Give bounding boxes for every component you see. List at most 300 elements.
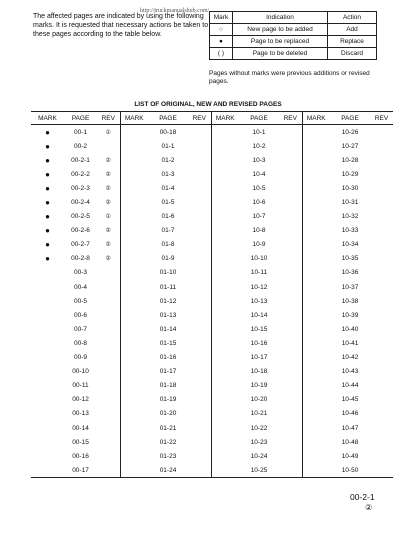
legend-row (210, 36, 377, 48)
page-page-cell: 10-21 (250, 410, 268, 418)
page-page-cell: 10-36 (341, 269, 359, 277)
footer-page-number: 00-2-1 (350, 492, 375, 502)
page-page-cell: 10-15 (250, 325, 268, 333)
page-rev-cell (279, 379, 302, 393)
page-mark-cell (120, 167, 148, 181)
page-rev-cell (279, 167, 302, 181)
page-rev-cell (97, 266, 120, 280)
page-page-cell: 01-21 (159, 424, 177, 432)
page-mark-cell (31, 294, 64, 308)
page-mark-cell (302, 181, 330, 195)
page-mark-cell (120, 421, 148, 435)
table-row (31, 153, 393, 167)
page-mark-cell (120, 435, 148, 449)
page-page-cell: 10-14 (250, 311, 268, 319)
watermark-url: http://truckmanualshub.com/ (140, 8, 210, 14)
page-mark-cell (302, 322, 330, 336)
page-page-cell: 00-13 (72, 410, 89, 418)
page-mark-cell (120, 308, 148, 322)
page-page-cell: 00-2-1 (71, 156, 90, 164)
page-mark-cell (120, 294, 148, 308)
page-rev-cell (279, 224, 302, 238)
page-rev-cell (279, 308, 302, 322)
page-rev-cell (97, 435, 120, 449)
page-rev-cell (370, 238, 393, 252)
page-page-cell: 01-5 (161, 199, 175, 207)
table-row (31, 181, 393, 195)
page-mark-cell (302, 435, 330, 449)
page-rev-cell (97, 449, 120, 463)
page-rev-cell (370, 224, 393, 238)
table-row (31, 379, 393, 393)
page-page-cell: 10-6 (252, 199, 266, 207)
page-mark-cell (120, 139, 148, 153)
page-page-cell: 10-28 (341, 156, 359, 164)
page-rev-cell (370, 181, 393, 195)
page-rev-cell (279, 449, 302, 463)
page-rev-cell (279, 181, 302, 195)
page-page-cell: 10-33 (341, 227, 359, 235)
page-rev-cell (188, 139, 211, 153)
page-mark-cell (211, 322, 239, 336)
pages-header-cell: MARK (302, 112, 330, 125)
page-mark-cell (302, 449, 330, 463)
page-page-cell: 10-23 (250, 438, 268, 446)
page-mark-cell (211, 139, 239, 153)
page-mark-cell (120, 125, 148, 140)
table-row (31, 125, 393, 140)
page-rev-cell (370, 407, 393, 421)
page-mark-cell (211, 336, 239, 350)
page-page-cell: 01-17 (159, 368, 177, 376)
page-mark-cell (211, 393, 239, 407)
page-page-cell: 00-2 (73, 142, 87, 150)
page-page-cell: 10-17 (250, 354, 268, 362)
page-mark-cell: ● (45, 169, 50, 179)
page-rev-cell: ② (97, 238, 120, 252)
page-page-cell: 00-3 (73, 269, 87, 277)
legend-action: Discard (328, 48, 377, 60)
page-mark-cell (31, 449, 64, 463)
page-rev-cell (97, 407, 120, 421)
page-page-cell: 00-2-4 (71, 199, 90, 207)
page-rev-cell: ② (97, 167, 120, 181)
page-page-cell: 01-2 (161, 156, 175, 164)
legend-header-action: Action (328, 12, 377, 24)
page-page-cell: 10-35 (341, 255, 359, 263)
page-page-cell: 00-2-6 (71, 227, 90, 235)
page-rev-cell (97, 421, 120, 435)
page-page-cell: 10-30 (341, 184, 359, 192)
page-page-cell: 10-24 (250, 452, 268, 460)
footer-revision: ② (365, 503, 373, 512)
pages-header-cell: PAGE (239, 112, 279, 125)
page-page-cell: 10-22 (250, 424, 268, 432)
page-page-cell: 00-2-3 (71, 184, 90, 192)
legend-indication: Page to be deleted (233, 48, 328, 60)
pages-header-cell: MARK (31, 112, 64, 125)
page-mark-cell (120, 393, 148, 407)
page-page-cell: 10-20 (250, 396, 268, 404)
page-mark-cell (31, 421, 64, 435)
page-rev-cell (188, 210, 211, 224)
page-rev-cell (188, 449, 211, 463)
page-page-cell: 00-14 (72, 424, 89, 432)
page-mark-cell (302, 238, 330, 252)
page-rev-cell (97, 322, 120, 336)
page-page-cell: 10-34 (341, 241, 359, 249)
page-mark-cell (120, 463, 148, 478)
page-page-cell: 10-29 (341, 170, 359, 178)
page-mark-cell (120, 351, 148, 365)
pages-header-cell: REV (279, 112, 302, 125)
page-mark-cell (31, 336, 64, 350)
page-rev-cell (188, 322, 211, 336)
page-mark-cell (211, 365, 239, 379)
page-page-cell: 10-44 (341, 382, 359, 390)
page-page-cell: 00-7 (73, 325, 87, 333)
page-page-cell: 00-2-2 (71, 170, 90, 178)
page-page-cell: 10-27 (341, 142, 359, 150)
page-rev-cell (97, 351, 120, 365)
page-page-cell: 10-10 (250, 255, 268, 263)
page-rev-cell (370, 125, 393, 140)
page-page-cell: 10-4 (252, 170, 266, 178)
page-rev-cell (188, 195, 211, 209)
page-mark-cell: ● (45, 226, 50, 236)
legend-action: Replace (328, 36, 377, 48)
page-mark-cell (31, 379, 64, 393)
page-mark-cell (120, 252, 148, 266)
page-mark-cell (211, 379, 239, 393)
table-row (31, 393, 393, 407)
page-page-cell: 00-6 (73, 311, 87, 319)
page-mark-cell (302, 125, 330, 140)
page-page-cell: 10-12 (250, 283, 268, 291)
page-page-cell: 00-2-5 (71, 213, 90, 221)
page-rev-cell (370, 308, 393, 322)
page-mark-cell (211, 421, 239, 435)
page-rev-cell (370, 421, 393, 435)
page-rev-cell (188, 365, 211, 379)
page-mark-cell (302, 407, 330, 421)
page-page-cell: 10-16 (250, 339, 268, 347)
page-rev-cell (188, 463, 211, 478)
page-mark-cell (211, 280, 239, 294)
page-mark-cell (302, 139, 330, 153)
page-rev-cell: ② (97, 153, 120, 167)
page-page-cell: 10-18 (250, 368, 268, 376)
page-page-cell: 00-16 (72, 452, 89, 460)
page-mark-cell (211, 195, 239, 209)
page-page-cell: 00-11 (72, 382, 89, 390)
table-row (31, 407, 393, 421)
page-mark-cell (211, 167, 239, 181)
page-rev-cell (370, 365, 393, 379)
page-mark-cell (211, 210, 239, 224)
page-mark-cell (31, 435, 64, 449)
page-mark-cell (302, 351, 330, 365)
page-page-cell: 10-3 (252, 156, 266, 164)
table-row (31, 139, 393, 153)
page-mark-cell (211, 252, 239, 266)
page-mark-cell (302, 224, 330, 238)
page-page-cell: 10-8 (252, 227, 266, 235)
page-rev-cell (370, 393, 393, 407)
page-rev-cell (370, 435, 393, 449)
page-rev-cell (97, 280, 120, 294)
page-page-cell: 10-9 (252, 241, 266, 249)
page-page-cell: 10-40 (341, 325, 359, 333)
page-rev-cell: ② (97, 181, 120, 195)
page-page-cell: 01-13 (159, 311, 177, 319)
page-mark-cell (302, 336, 330, 350)
page-rev-cell (370, 153, 393, 167)
page-rev-cell (188, 252, 211, 266)
page-mark-cell (302, 365, 330, 379)
page-mark-cell (302, 421, 330, 435)
page-rev-cell (188, 351, 211, 365)
page-rev-cell (279, 280, 302, 294)
page-rev-cell (279, 435, 302, 449)
table-row (31, 294, 393, 308)
page-page-cell: 10-42 (341, 354, 359, 362)
legend-indication: Page to be replaced (233, 36, 328, 48)
page-rev-cell (370, 139, 393, 153)
page-rev-cell (188, 308, 211, 322)
page-rev-cell (279, 266, 302, 280)
page-rev-cell (97, 308, 120, 322)
page-mark-cell (211, 153, 239, 167)
table-row (31, 435, 393, 449)
page-rev-cell (279, 195, 302, 209)
page-mark-cell (120, 336, 148, 350)
page-page-cell: 10-43 (341, 368, 359, 376)
page-rev-cell (370, 379, 393, 393)
page-mark-cell (302, 252, 330, 266)
legend-indication: New page to be added (233, 24, 328, 36)
page-page-cell: 00-9 (73, 354, 87, 362)
page-page-cell: 10-39 (341, 311, 359, 319)
pages-table (31, 111, 393, 478)
legend-mark: ● (210, 36, 233, 48)
page-page-cell: 01-14 (159, 325, 177, 333)
page-page-cell: 01-18 (159, 382, 177, 390)
pages-header-cell: MARK (120, 112, 148, 125)
legend-table (209, 11, 377, 60)
page-mark-cell (31, 351, 64, 365)
page-page-cell: 01-10 (159, 269, 177, 277)
page-rev-cell (370, 463, 393, 478)
page-page-cell: 01-8 (161, 241, 175, 249)
page-rev-cell (279, 365, 302, 379)
page-mark-cell: ● (45, 240, 50, 250)
page-rev-cell (279, 322, 302, 336)
page-mark-cell (302, 379, 330, 393)
table-row (31, 210, 393, 224)
page-rev-cell (279, 210, 302, 224)
page-rev-cell (370, 210, 393, 224)
page-mark-cell (120, 224, 148, 238)
page-rev-cell (97, 463, 120, 478)
page-mark-cell (31, 280, 64, 294)
page-mark-cell (120, 210, 148, 224)
legend-row (210, 48, 377, 60)
table-row (31, 252, 393, 266)
page-mark-cell: ● (45, 198, 50, 208)
page-mark-cell: ● (45, 183, 50, 193)
page-page-cell: 00-10 (72, 368, 89, 376)
page-page-cell: 10-19 (250, 382, 268, 390)
page-rev-cell: ① (97, 125, 120, 140)
page-mark-cell: ● (45, 254, 50, 264)
page-mark-cell (120, 195, 148, 209)
page-page-cell: 01-19 (159, 396, 177, 404)
page-page-cell: 10-48 (341, 438, 359, 446)
page-page-cell: 10-45 (341, 396, 359, 404)
page-page-cell: 01-7 (161, 227, 175, 235)
page-rev-cell (188, 224, 211, 238)
page-mark-cell (211, 294, 239, 308)
page-rev-cell (370, 336, 393, 350)
page-page-cell: 10-31 (341, 199, 359, 207)
page-rev-cell (97, 139, 120, 153)
page-mark-cell (120, 322, 148, 336)
page-rev-cell (279, 153, 302, 167)
page-rev-cell (97, 294, 120, 308)
page-mark-cell (31, 407, 64, 421)
table-row (31, 421, 393, 435)
page-page-cell: 10-49 (341, 452, 359, 460)
page-rev-cell (279, 252, 302, 266)
table-row (31, 365, 393, 379)
page-mark-cell (31, 365, 64, 379)
table-row (31, 463, 393, 478)
page-mark-cell (120, 238, 148, 252)
page-rev-cell (188, 435, 211, 449)
page-mark-cell (211, 463, 239, 478)
table-row (31, 322, 393, 336)
table-row (31, 167, 393, 181)
page-rev-cell (370, 449, 393, 463)
page-mark-cell (302, 195, 330, 209)
page-page-cell: 01-4 (161, 184, 175, 192)
page-page-cell: 01-6 (161, 213, 175, 221)
page-mark-cell (302, 393, 330, 407)
table-row (31, 351, 393, 365)
page-mark-cell: ● (45, 212, 50, 222)
page-rev-cell (279, 421, 302, 435)
page-rev-cell (188, 294, 211, 308)
page-mark-cell (31, 393, 64, 407)
legend-mark: ○ (210, 24, 233, 36)
page-rev-cell (188, 421, 211, 435)
page-mark-cell: ● (45, 141, 50, 151)
page-page-cell: 00-18 (159, 128, 177, 136)
page-mark-cell (31, 266, 64, 280)
list-title: LIST OF ORIGINAL, NEW AND REVISED PAGES (134, 101, 282, 108)
pages-header-cell: PAGE (64, 112, 97, 125)
page-rev-cell (370, 195, 393, 209)
page-rev-cell (188, 393, 211, 407)
page-mark-cell (211, 407, 239, 421)
page-mark-cell (211, 224, 239, 238)
table-row (31, 336, 393, 350)
page-rev-cell (97, 393, 120, 407)
page-mark-cell (302, 210, 330, 224)
table-row (31, 280, 393, 294)
page-mark-cell (120, 449, 148, 463)
page-page-cell: 10-32 (341, 213, 359, 221)
page-rev-cell (370, 252, 393, 266)
table-row (31, 195, 393, 209)
page-page-cell: 01-20 (159, 410, 177, 418)
page-rev-cell (188, 266, 211, 280)
pages-header-cell: REV (370, 112, 393, 125)
page-page-cell: 10-46 (341, 410, 359, 418)
page-page-cell: 10-25 (239, 463, 279, 478)
pages-header-cell: PAGE (330, 112, 370, 125)
page-rev-cell (188, 181, 211, 195)
page-mark-cell (211, 449, 239, 463)
page-mark-cell (31, 322, 64, 336)
page-mark-cell (302, 294, 330, 308)
page-page-cell: 01-9 (161, 255, 175, 263)
page-rev-cell (279, 125, 302, 140)
page-page-cell: 10-2 (252, 142, 266, 150)
page-page-cell: 01-16 (159, 354, 177, 362)
page-page-cell: 00-15 (72, 438, 89, 446)
page-rev-cell (188, 407, 211, 421)
page-page-cell: 10-38 (341, 297, 359, 305)
page-rev-cell (279, 463, 302, 478)
page-page-cell: 00-8 (73, 339, 87, 347)
page-page-cell: 01-23 (159, 452, 177, 460)
page-page-cell: 00-1 (73, 128, 87, 136)
page-page-cell: 10-41 (341, 339, 359, 347)
page-mark-cell (211, 181, 239, 195)
page-rev-cell (279, 393, 302, 407)
pages-header-cell: MARK (211, 112, 239, 125)
page-page-cell: 00-4 (73, 283, 87, 291)
legend-mark: ( ) (210, 48, 233, 60)
page-rev-cell (97, 336, 120, 350)
page-rev-cell (97, 379, 120, 393)
page-page-cell: 01-1 (161, 142, 175, 150)
intro-text: The affected pages are indicated by using the following marks. It is requested that necessary actions be taken to these pages according to the table below. (33, 13, 209, 38)
page-mark-cell (302, 153, 330, 167)
page-page-cell: 00-2-7 (71, 241, 90, 249)
page-rev-cell (370, 266, 393, 280)
page-rev-cell (370, 280, 393, 294)
page-mark-cell (120, 153, 148, 167)
table-row (31, 238, 393, 252)
page-page-cell: 01-15 (159, 339, 177, 347)
page-mark-cell (211, 238, 239, 252)
page-rev-cell: ② (97, 224, 120, 238)
pages-header-row (31, 112, 393, 125)
pages-header-cell: PAGE (148, 112, 188, 125)
page-rev-cell (279, 336, 302, 350)
legend-header-row (210, 12, 377, 24)
pages-header-cell: REV (97, 112, 120, 125)
page-rev-cell (279, 139, 302, 153)
page-page-cell: 10-7 (252, 213, 266, 221)
page-mark-cell: ● (45, 127, 50, 137)
page-mark-cell (120, 365, 148, 379)
page-mark-cell (302, 308, 330, 322)
page-page-cell: 00-2-8 (71, 255, 90, 263)
